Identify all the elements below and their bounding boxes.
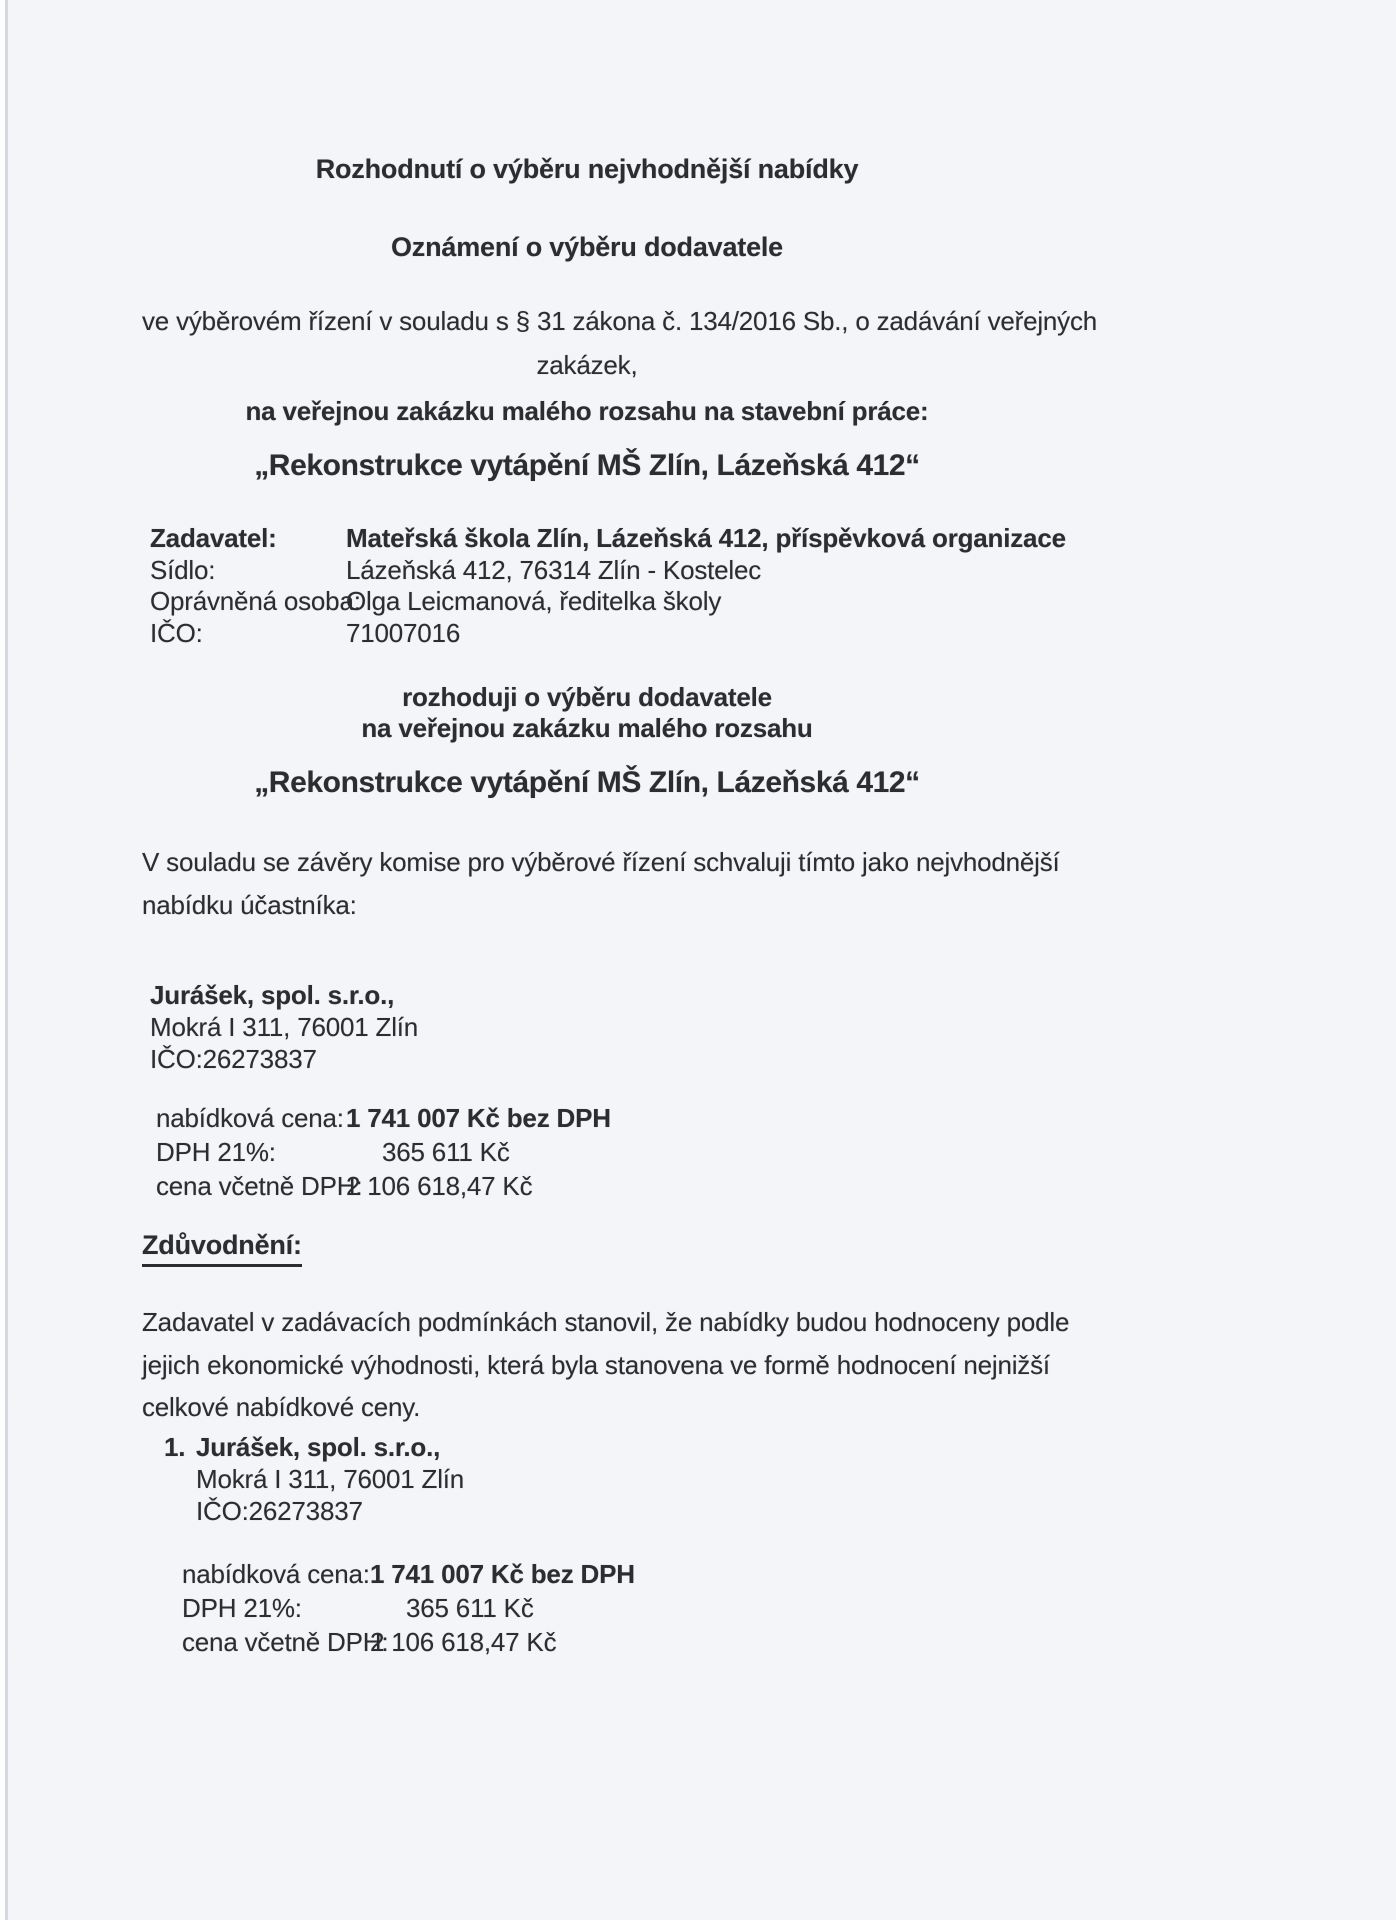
ranking-name-line: [142, 1431, 1032, 1463]
price-row-nabidkova-cena: [182, 1557, 1072, 1591]
decision-line-2: na veřejnou zakázku malého rozsahu: [361, 713, 813, 743]
price-value: 2 106 618,47 Kč: [370, 1627, 557, 1657]
ranking-address: Mokrá I 311, 76001 Zlín: [196, 1464, 465, 1494]
price-label: nabídková cena:: [156, 1103, 344, 1133]
authority-label: Sídlo:: [150, 554, 216, 585]
price-label: DPH 21%:: [156, 1137, 276, 1167]
price-row-nabidkova-cena: [156, 1101, 1046, 1135]
document-content: [142, 0, 1098, 1920]
ranking-number: 1.: [164, 1432, 186, 1462]
decision-line-1: rozhoduji o výběru dodavatele: [402, 682, 772, 712]
authority-label: IČO:: [150, 617, 203, 648]
winner-block: [150, 979, 1040, 1075]
approval-line-1: V souladu se závěry komise pro výběrové řízení schvaluji tímto jako nejvhodnější: [142, 847, 1060, 877]
contract-title: „Rekonstrukce vytápění MŠ Zlín, Lázeňská 412“: [254, 449, 920, 482]
document-title: Rozhodnutí o výběru nejvhodnější nabídky: [315, 154, 859, 184]
justification-line-3: celkové nabídkové ceny.: [142, 1392, 421, 1422]
ranking-name: Jurášek, spol. s.r.o.,: [196, 1432, 441, 1462]
subject-line: na veřejnou zakázku malého rozsahu na stavební práce:: [245, 396, 929, 426]
justification-line-2: jejich ekonomické výhodnosti, která byla stanovena ve formě hodnocení nejnižší: [142, 1349, 1050, 1380]
procedure-intro-paragraph: [142, 299, 1098, 387]
price-row-cena-vcetne-dph: [156, 1169, 1046, 1203]
price-value: 365 611 Kč: [406, 1593, 534, 1623]
authority-label: Zadavatel:: [150, 523, 277, 553]
price-row-cena-vcetne-dph: [182, 1625, 1072, 1659]
authority-row-zadavatel: [150, 523, 1066, 555]
price-label: DPH 21%:: [182, 1593, 302, 1623]
price-label: cena včetně DPH:: [182, 1627, 389, 1657]
authority-value: Lázeňská 412, 76314 Zlín - Kostelec: [346, 554, 762, 585]
winner-address: Mokrá I 311, 76001 Zlín: [150, 1012, 419, 1042]
authority-row-opravnena-osoba: [150, 586, 1040, 618]
authority-value: 71007016: [346, 617, 461, 648]
price-value: 365 611 Kč: [382, 1137, 510, 1167]
offer-price-block: [156, 1101, 1046, 1203]
ranking-offer-price-block: [182, 1557, 1072, 1659]
approval-line-2: nabídku účastníka:: [142, 890, 357, 920]
intro-line-2: zakázek,: [536, 350, 638, 380]
winner-ico: IČO:26273837: [150, 1044, 317, 1074]
price-row-dph: [156, 1135, 1046, 1169]
authority-value: Mateřská škola Zlín, Lázeňská 412, příspěvková organizace: [346, 523, 1066, 553]
authority-row-sidlo: [150, 555, 1040, 587]
price-label: nabídková cena:: [182, 1559, 370, 1589]
contracting-authority-block: [150, 523, 1066, 649]
justification-heading: [142, 1230, 1032, 1267]
justification-paragraph: [142, 1301, 1070, 1429]
winner-name: Jurášek, spol. s.r.o.,: [150, 980, 395, 1010]
price-row-dph: [182, 1591, 1072, 1625]
decision-statement: [142, 682, 1032, 744]
intro-line-1: ve výběrovém řízení v souladu s § 31 zákona č. 134/2016 Sb., o zadávání veřejných: [142, 306, 1098, 336]
price-value: 2 106 618,47 Kč: [346, 1171, 533, 1201]
ranking-ico: IČO:26273837: [196, 1496, 363, 1526]
authority-value: Olga Leicmanová, ředitelka školy: [346, 586, 722, 616]
scanner-edge-artifact: [0, 0, 12, 1920]
price-value: 1 741 007 Kč bez DPH: [346, 1103, 611, 1133]
justification-heading-text: Zdůvodnění:: [142, 1230, 302, 1267]
approval-paragraph: [142, 841, 1060, 927]
authority-label: Oprávněná osoba:: [150, 586, 361, 616]
authority-row-ico: [150, 618, 1040, 650]
ranking-item-1: [142, 1431, 1032, 1527]
price-label: cena včetně DPH:: [156, 1171, 363, 1201]
price-value: 1 741 007 Kč bez DPH: [370, 1559, 635, 1589]
document-subtitle: Oznámení o výběru dodavatele: [390, 232, 784, 262]
contract-title-repeat: „Rekonstrukce vytápění MŠ Zlín, Lázeňská 412“: [254, 766, 920, 799]
justification-line-1: Zadavatel v zadávacích podmínkách stanovil, že nabídky budou hodnoceny podle: [142, 1307, 1070, 1337]
